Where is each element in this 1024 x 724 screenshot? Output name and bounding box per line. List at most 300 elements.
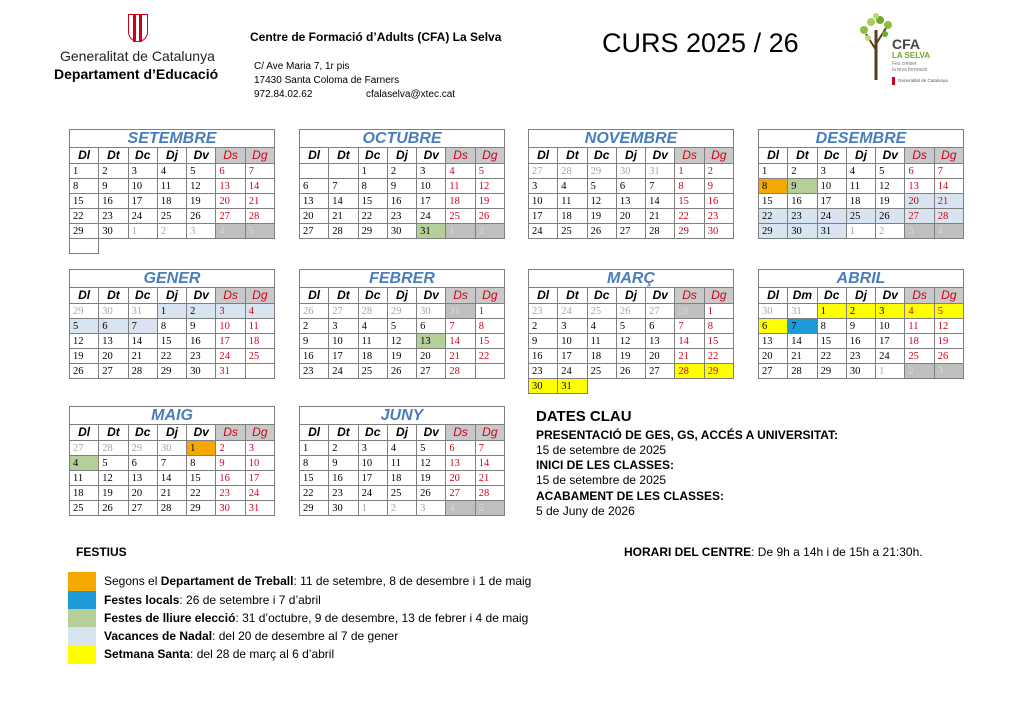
month-febrer: [299, 269, 505, 379]
day-cell: 25: [905, 349, 934, 364]
day-cell: 13: [446, 456, 475, 471]
day-cell: 27: [128, 501, 157, 516]
generalitat-emblem-icon: [128, 14, 150, 44]
weekday-header: Dc: [358, 425, 387, 441]
day-cell: 5: [417, 441, 446, 456]
day-cell: 24: [329, 364, 358, 379]
day-cell: 24: [558, 364, 587, 379]
day-cell: 13: [99, 334, 128, 349]
day-cell: 22: [759, 209, 788, 224]
legend-text: Setmana Santa: del 28 de març al 6 d’abril: [104, 647, 335, 661]
weekday-header: Dj: [387, 148, 416, 164]
day-cell: 1: [157, 304, 186, 319]
day-cell: 9: [329, 456, 358, 471]
key-date-label: ACABAMENT DE LES CLASSES:: [536, 489, 725, 503]
weekday-header: Dj: [157, 148, 186, 164]
day-cell: 26: [475, 209, 504, 224]
day-cell: 26: [417, 486, 446, 501]
weekday-header: Ds: [216, 425, 245, 441]
day-cell: 7: [128, 319, 157, 334]
day-cell: 3: [876, 304, 905, 319]
day-cell: 17: [876, 334, 905, 349]
day-cell: 10: [216, 319, 245, 334]
day-cell: 9: [788, 179, 817, 194]
center-name: Centre de Formació d’Adults (CFA) La Selva: [250, 30, 502, 44]
day-cell: 13: [216, 179, 245, 194]
legend-swatch: [68, 609, 96, 628]
day-cell: 3: [358, 441, 387, 456]
day-cell: 24: [358, 486, 387, 501]
day-cell: 1: [187, 441, 216, 456]
day-cell: 22: [817, 349, 846, 364]
weekday-header: Ds: [216, 148, 245, 164]
weekday-header: Dg: [245, 288, 274, 304]
day-cell: 1: [876, 364, 905, 379]
day-cell: 22: [475, 349, 504, 364]
weekday-header: Dl: [70, 425, 99, 441]
day-cell: 30: [759, 304, 788, 319]
day-cell: 23: [387, 209, 416, 224]
day-cell: 14: [128, 334, 157, 349]
day-cell: 10: [876, 319, 905, 334]
day-cell: 5: [475, 501, 504, 516]
weekday-header: Dl: [300, 148, 329, 164]
day-cell: 9: [387, 179, 416, 194]
weekday-header: Dt: [99, 148, 128, 164]
day-cell: 10: [529, 194, 558, 209]
day-cell: 4: [587, 319, 616, 334]
day-cell: 29: [157, 364, 186, 379]
day-cell: 21: [329, 209, 358, 224]
day-cell: 23: [788, 209, 817, 224]
day-cell: 3: [187, 224, 216, 239]
day-cell: 13: [417, 334, 446, 349]
empty-cell: [646, 379, 675, 394]
day-cell: 21: [646, 209, 675, 224]
weekday-header: Dt: [99, 425, 128, 441]
day-cell: 1: [759, 164, 788, 179]
day-cell: 12: [475, 179, 504, 194]
weekday-header: Ds: [446, 288, 475, 304]
calendar-grid: [299, 424, 505, 516]
day-cell: 6: [300, 179, 329, 194]
weekday-header: Dg: [704, 288, 733, 304]
day-cell: 30: [788, 224, 817, 239]
day-cell: 20: [300, 209, 329, 224]
day-cell: 30: [529, 379, 558, 394]
day-cell: 2: [99, 164, 128, 179]
day-cell: 27: [646, 364, 675, 379]
day-cell: 12: [417, 456, 446, 471]
day-cell: 20: [759, 349, 788, 364]
calendar-grid: [69, 424, 275, 516]
day-cell: 28: [475, 486, 504, 501]
day-cell: 9: [300, 334, 329, 349]
day-cell: 19: [934, 334, 963, 349]
day-cell: 30: [99, 224, 128, 239]
day-cell: 4: [245, 304, 274, 319]
day-cell: 20: [417, 349, 446, 364]
month-title: FEBRER: [299, 269, 505, 287]
day-cell: 23: [704, 209, 733, 224]
day-cell: 30: [387, 224, 416, 239]
day-cell: 12: [187, 179, 216, 194]
day-cell: 18: [905, 334, 934, 349]
weekday-header: Dc: [817, 148, 846, 164]
day-cell: 27: [446, 486, 475, 501]
month-marc: [528, 269, 734, 394]
day-cell: 14: [157, 471, 186, 486]
day-cell: 2: [876, 224, 905, 239]
day-cell: 1: [358, 501, 387, 516]
day-cell: 20: [99, 349, 128, 364]
day-cell: 16: [387, 194, 416, 209]
day-cell: 10: [417, 179, 446, 194]
day-cell: 2: [846, 304, 875, 319]
day-cell: 5: [587, 179, 616, 194]
generalitat-logo: [54, 14, 240, 84]
day-cell: 23: [99, 209, 128, 224]
day-cell: 20: [646, 349, 675, 364]
day-cell: 2: [187, 304, 216, 319]
key-date-value: 5 de Juny de 2026: [536, 504, 635, 518]
weekday-header: Ds: [905, 288, 934, 304]
weekday-header: Dv: [876, 288, 905, 304]
day-cell: 25: [387, 486, 416, 501]
schedule-label: HORARI DEL CENTRE: [624, 545, 752, 559]
weekday-header: Dg: [475, 148, 504, 164]
month-gener: [69, 269, 275, 379]
month-desembre: [758, 129, 964, 239]
empty-cell: [675, 379, 704, 394]
day-cell: 3: [417, 501, 446, 516]
day-cell: 26: [70, 364, 99, 379]
day-cell: 18: [846, 194, 875, 209]
day-cell: 2: [475, 224, 504, 239]
day-cell: 16: [846, 334, 875, 349]
day-cell: 27: [646, 304, 675, 319]
day-cell: 14: [934, 179, 963, 194]
day-cell: 22: [187, 486, 216, 501]
weekday-header: Dc: [587, 148, 616, 164]
weekday-header: Dj: [846, 288, 875, 304]
day-cell: 6: [759, 319, 788, 334]
day-cell: 4: [446, 164, 475, 179]
day-cell: 30: [329, 501, 358, 516]
weekday-header: Dj: [846, 148, 875, 164]
day-cell: 7: [329, 179, 358, 194]
day-cell: 16: [529, 349, 558, 364]
day-cell: 5: [475, 164, 504, 179]
day-cell: 20: [616, 209, 645, 224]
day-cell: 20: [905, 194, 934, 209]
day-cell: 15: [70, 194, 99, 209]
weekday-header: Dg: [475, 288, 504, 304]
day-cell: 7: [475, 441, 504, 456]
day-cell: 29: [300, 501, 329, 516]
day-cell: 31: [817, 224, 846, 239]
day-cell: 16: [300, 349, 329, 364]
weekday-header: Dt: [788, 148, 817, 164]
day-cell: 3: [934, 364, 963, 379]
day-cell: 26: [616, 304, 645, 319]
day-cell: 4: [905, 304, 934, 319]
legend-item: [68, 609, 588, 628]
weekday-header: Dv: [187, 148, 216, 164]
day-cell: 4: [558, 179, 587, 194]
day-cell: 21: [245, 194, 274, 209]
month-abril: [758, 269, 964, 379]
day-cell: 10: [128, 179, 157, 194]
day-cell: 19: [187, 194, 216, 209]
day-cell: 6: [616, 179, 645, 194]
day-cell: 27: [417, 364, 446, 379]
day-cell: 16: [99, 194, 128, 209]
day-cell: 17: [128, 194, 157, 209]
legend-swatch: [68, 572, 96, 591]
legend-text: Segons el Departament de Treball: 11 de setembre, 8 de desembre i 1 de maig: [104, 574, 532, 588]
day-cell: 14: [646, 194, 675, 209]
day-cell: 14: [446, 334, 475, 349]
day-cell: 6: [446, 441, 475, 456]
month-maig: [69, 406, 275, 516]
day-cell: 2: [905, 364, 934, 379]
day-cell: 17: [817, 194, 846, 209]
day-cell: 4: [216, 224, 245, 239]
day-cell: 13: [616, 194, 645, 209]
day-cell: 11: [587, 334, 616, 349]
empty-cell: [616, 379, 645, 394]
calendar-grid: [758, 147, 964, 239]
month-novembre: [528, 129, 734, 239]
day-cell: 1: [675, 164, 704, 179]
month-title: MARÇ: [528, 269, 734, 287]
weekday-header: Dg: [245, 425, 274, 441]
day-cell: 29: [128, 441, 157, 456]
day-cell: 12: [587, 194, 616, 209]
weekday-header: Dv: [876, 148, 905, 164]
day-cell: 26: [187, 209, 216, 224]
day-cell: 2: [788, 164, 817, 179]
day-cell: 11: [358, 334, 387, 349]
day-cell: 26: [99, 501, 128, 516]
weekday-header: Dj: [387, 425, 416, 441]
day-cell: 24: [817, 209, 846, 224]
day-cell: 3: [329, 319, 358, 334]
empty-cell: [70, 239, 99, 254]
day-cell: 31: [245, 501, 274, 516]
day-cell: 17: [329, 349, 358, 364]
day-cell: 4: [358, 319, 387, 334]
day-cell: 24: [128, 209, 157, 224]
day-cell: 18: [157, 194, 186, 209]
day-cell: 28: [358, 304, 387, 319]
day-cell: 21: [475, 471, 504, 486]
day-cell: 26: [300, 304, 329, 319]
day-cell: 15: [817, 334, 846, 349]
weekday-header: Dc: [358, 148, 387, 164]
day-cell: 9: [529, 334, 558, 349]
day-cell: 5: [187, 164, 216, 179]
day-cell: 24: [876, 349, 905, 364]
calendar-grid: [758, 287, 964, 379]
day-cell: 21: [675, 349, 704, 364]
day-cell: 12: [387, 334, 416, 349]
weekday-header: Dc: [128, 288, 157, 304]
day-cell: 14: [475, 456, 504, 471]
day-cell: 28: [99, 441, 128, 456]
day-cell: 30: [846, 364, 875, 379]
weekday-header: Dv: [187, 425, 216, 441]
day-cell: 3: [128, 164, 157, 179]
day-cell: 27: [300, 224, 329, 239]
cfa-logo-text: CFA: [892, 36, 920, 52]
day-cell: 28: [446, 364, 475, 379]
day-cell: 21: [128, 349, 157, 364]
weekday-header: Dj: [387, 288, 416, 304]
day-cell: 17: [529, 209, 558, 224]
day-cell: 5: [245, 224, 274, 239]
day-cell: 27: [216, 209, 245, 224]
day-cell: 29: [187, 501, 216, 516]
day-cell: 3: [245, 441, 274, 456]
day-cell: 17: [358, 471, 387, 486]
day-cell: 6: [905, 164, 934, 179]
weekday-header: Ds: [905, 148, 934, 164]
day-cell: 11: [905, 319, 934, 334]
mini-emblem-icon: [892, 77, 895, 85]
day-cell: 12: [934, 319, 963, 334]
day-cell: 8: [157, 319, 186, 334]
day-cell: 16: [216, 471, 245, 486]
day-cell: 3: [817, 164, 846, 179]
day-cell: 15: [157, 334, 186, 349]
day-cell: 26: [934, 349, 963, 364]
legend-text: Vacances de Nadal: del 20 de desembre al 7 de gener: [104, 629, 399, 643]
day-cell: 18: [70, 486, 99, 501]
day-cell: 22: [358, 209, 387, 224]
day-cell: 27: [529, 164, 558, 179]
day-cell: 7: [788, 319, 817, 334]
day-cell: 13: [759, 334, 788, 349]
day-cell: 11: [70, 471, 99, 486]
cfa-logo-tagline1: Fes créixer: [892, 61, 917, 67]
day-cell: 25: [358, 364, 387, 379]
weekday-header: Dl: [759, 148, 788, 164]
day-cell: 1: [704, 304, 733, 319]
day-cell: 7: [245, 164, 274, 179]
org-name: Generalitat de Catalunya: [60, 48, 215, 64]
weekday-header: Ds: [216, 288, 245, 304]
day-cell: 18: [387, 471, 416, 486]
day-cell: 5: [387, 319, 416, 334]
day-cell: 19: [99, 486, 128, 501]
day-cell: 10: [358, 456, 387, 471]
day-cell: 23: [529, 364, 558, 379]
weekday-header: Dj: [616, 148, 645, 164]
legend-swatch: [68, 645, 96, 664]
day-cell: 9: [99, 179, 128, 194]
festius-title: FESTIUS: [76, 545, 127, 559]
day-cell: 31: [558, 379, 587, 394]
day-cell: 31: [788, 304, 817, 319]
day-cell: 8: [817, 319, 846, 334]
cfa-logo-footer: Generalitat de Catalunya: [898, 78, 948, 83]
day-cell: 7: [675, 319, 704, 334]
day-cell: 29: [70, 304, 99, 319]
day-cell: 8: [759, 179, 788, 194]
day-cell: 28: [157, 501, 186, 516]
weekday-header: Dl: [759, 288, 788, 304]
legend-item: [68, 645, 588, 664]
day-cell: 4: [934, 224, 963, 239]
day-cell: 21: [446, 349, 475, 364]
day-cell: 29: [759, 224, 788, 239]
day-cell: 6: [128, 456, 157, 471]
day-cell: 3: [216, 304, 245, 319]
day-cell: 12: [70, 334, 99, 349]
weekday-header: Dc: [817, 288, 846, 304]
day-cell: 23: [300, 364, 329, 379]
day-cell: 14: [245, 179, 274, 194]
weekday-header: Ds: [446, 148, 475, 164]
day-cell: 27: [70, 441, 99, 456]
day-cell: 7: [446, 319, 475, 334]
cfa-logo-sub: LA SELVA: [892, 51, 931, 60]
day-cell: 26: [616, 364, 645, 379]
postcode-city: 17430 Santa Coloma de Farners: [254, 75, 400, 86]
day-cell: 24: [417, 209, 446, 224]
day-cell: 29: [387, 304, 416, 319]
weekday-header: Dv: [417, 148, 446, 164]
month-title: JUNY: [299, 406, 505, 424]
day-cell: 26: [387, 364, 416, 379]
weekday-header: Dj: [157, 288, 186, 304]
weekday-header: Dl: [529, 288, 558, 304]
weekday-header: Dt: [329, 425, 358, 441]
weekday-header: Dt: [329, 288, 358, 304]
day-cell: 23: [216, 486, 245, 501]
day-cell: 23: [529, 304, 558, 319]
weekday-header: Dg: [934, 148, 963, 164]
weekday-header: Dv: [417, 425, 446, 441]
day-cell: 19: [876, 194, 905, 209]
day-cell: 30: [157, 441, 186, 456]
day-cell: 15: [475, 334, 504, 349]
day-cell: 26: [876, 209, 905, 224]
day-cell: 5: [70, 319, 99, 334]
weekday-header: Dg: [704, 148, 733, 164]
empty-cell: [329, 164, 358, 179]
cfa-logo: [858, 10, 958, 90]
weekday-header: Dm: [788, 288, 817, 304]
day-cell: 21: [934, 194, 963, 209]
day-cell: 4: [846, 164, 875, 179]
day-cell: 25: [245, 349, 274, 364]
day-cell: 23: [187, 349, 216, 364]
weekday-header: Dt: [558, 288, 587, 304]
day-cell: 29: [70, 224, 99, 239]
day-cell: 19: [417, 471, 446, 486]
month-title: NOVEMBRE: [528, 129, 734, 147]
day-cell: 24: [245, 486, 274, 501]
weekday-header: Dc: [358, 288, 387, 304]
day-cell: 28: [788, 364, 817, 379]
day-cell: 31: [646, 164, 675, 179]
day-cell: 13: [646, 334, 675, 349]
day-cell: 5: [99, 456, 128, 471]
weekday-header: Dv: [646, 288, 675, 304]
